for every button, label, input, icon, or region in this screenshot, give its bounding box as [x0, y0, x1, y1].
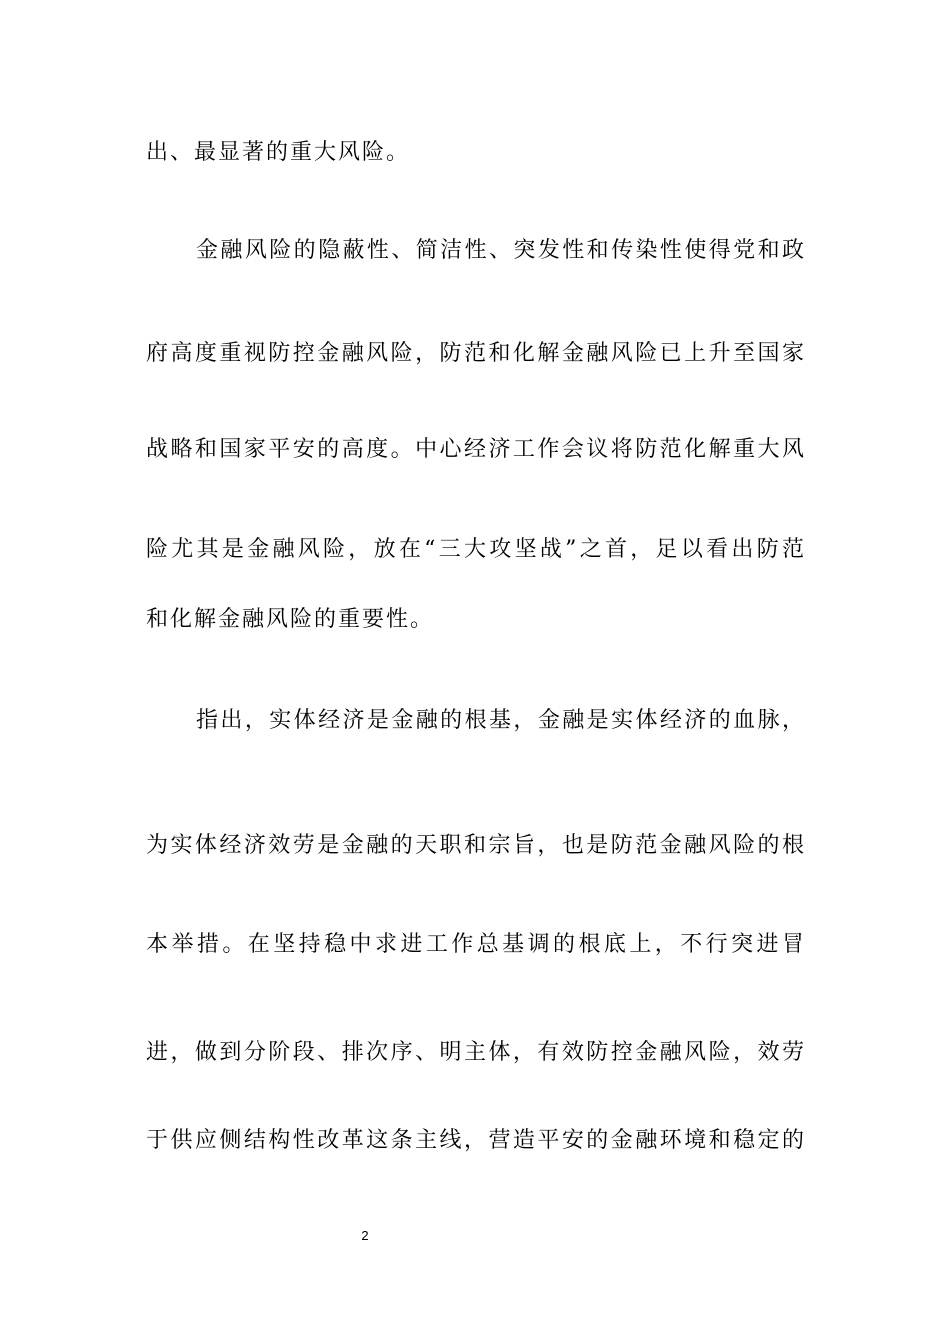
- paragraph-first-line: 金融风险的隐蔽性、简洁性、突发性和传染性使得党和政: [196, 238, 806, 263]
- text-line: 府高度重视防控金融风险，防范和化解金融风险已上升至国家: [146, 341, 806, 366]
- text-line: 和化解金融风险的重要性。: [146, 607, 435, 632]
- text-line: 险尤其是金融风险，放在“三大攻坚战”之首，足以看出防范: [146, 537, 806, 562]
- text-line: 为实体经济效劳是金融的天职和宗旨，也是防范金融风险的根: [146, 833, 806, 858]
- text-line: 于供应侧结构性改革这条主线，营造平安的金融环境和稳定的: [146, 1128, 806, 1153]
- text-line: 本举措。在坚持稳中求进工作总基调的根底上，不行突进冒: [146, 932, 806, 957]
- paragraph-first-line: 指出，实体经济是金融的根基，金融是实体经济的血脉，: [196, 708, 806, 733]
- text-line: 战略和国家平安的高度。中心经济工作会议将防范化解重大风: [146, 437, 806, 462]
- page-number: 2: [361, 1228, 369, 1243]
- text-line: 进，做到分阶段、排次序、明主体，有效防控金融风险，效劳: [146, 1040, 806, 1065]
- text-line: 出、最显著的重大风险。: [146, 140, 411, 165]
